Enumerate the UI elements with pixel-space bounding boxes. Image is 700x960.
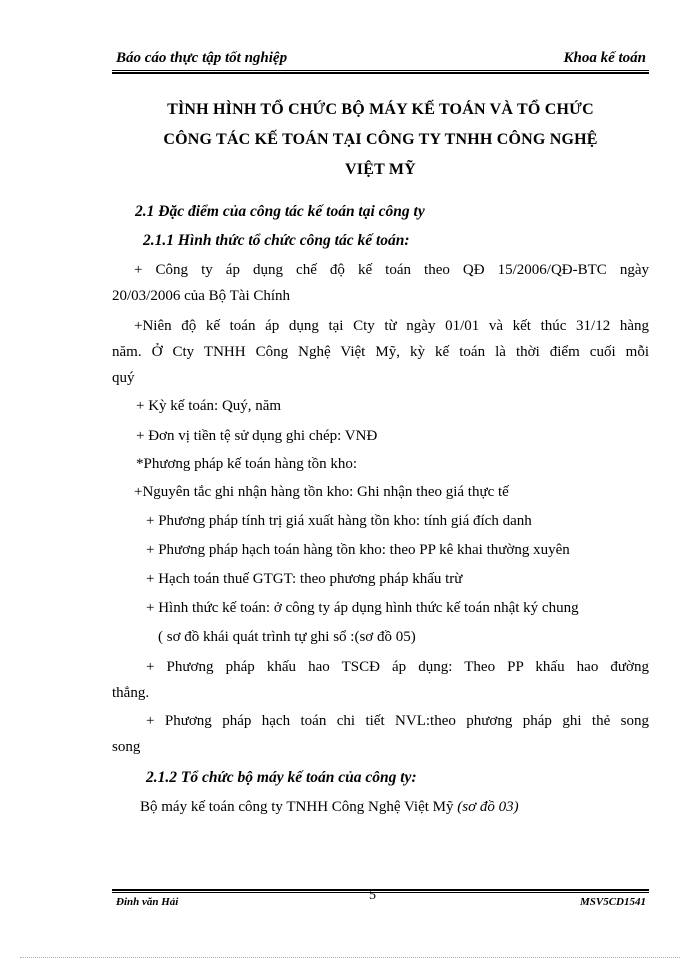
paragraph-2-line-3: quý	[112, 370, 135, 386]
paragraph-6: +Nguyên tắc ghi nhận hàng tồn kho: Ghi nhận theo giá thực tế	[134, 484, 509, 500]
header-rule	[112, 70, 649, 74]
paragraph-1-line-2: 20/03/2006 của Bộ Tài Chính	[112, 288, 291, 304]
footer-student-id: MSV5CD1541	[579, 896, 646, 908]
header-right: Khoa kế toán	[563, 50, 646, 66]
page-header	[116, 48, 646, 70]
paragraph-3: + Kỳ kế toán: Quý, năm	[136, 398, 282, 414]
paragraph-8: + Phương pháp hạch toán hàng tồn kho: theo PP kê khai thường xuyên	[146, 542, 570, 558]
paragraph-1-line-1: + Công ty áp dụng chế độ kế toán theo QĐ 15/2006/QĐ-BTC ngày	[134, 262, 649, 278]
section-heading-2-1-2: 2.1.2 Tổ chức bộ máy kế toán của công ty:	[146, 769, 417, 786]
paragraph-14	[140, 799, 519, 816]
title-line-3: VIỆT MỸ	[345, 161, 416, 178]
title-line-2: CÔNG TÁC KẾ TOÁN TẠI CÔNG TY TNHH CÔNG NGHỆ	[163, 131, 598, 148]
paragraph-5: *Phương pháp kế toán hàng tồn kho:	[136, 456, 358, 472]
paragraph-9: + Hạch toán thuế GTGT: theo phương pháp khấu trừ	[146, 571, 463, 587]
paragraph-12-line-2: thẳng.	[112, 685, 150, 701]
diagram-reference: (sơ đồ 03)	[457, 799, 519, 815]
paragraph-11: ( sơ đồ khái quát trình tự ghi sổ :(sơ đồ 05)	[158, 629, 416, 645]
section-heading-2-1-1: 2.1.1 Hình thức tổ chức công tác kế toán:	[143, 232, 410, 249]
footer-author: Đinh văn Hải	[116, 896, 179, 908]
section-heading-2-1: 2.1 Đặc điểm của công tác kế toán tại công ty	[135, 203, 425, 220]
title-line-1: TÌNH HÌNH TỔ CHỨC BỘ MÁY KẾ TOÁN VÀ TỔ CHỨC	[167, 101, 594, 118]
page-break-line	[20, 957, 680, 958]
paragraph-4: + Đơn vị tiền tệ sử dụng ghi chép: VNĐ	[136, 428, 378, 444]
paragraph-7: + Phương pháp tính trị giá xuất hàng tồn kho: tính giá đích danh	[146, 513, 532, 529]
page-number: 5	[369, 888, 376, 903]
paragraph-12-line-1: + Phương pháp khấu hao TSCĐ áp dụng: Theo PP khấu hao đường	[146, 659, 649, 675]
paragraph-14-text: Bộ máy kế toán công ty TNHH Công Nghệ Việt Mỹ	[140, 799, 454, 815]
footer-rule	[112, 889, 649, 893]
paragraph-10: + Hình thức kế toán: ở công ty áp dụng hình thức kế toán nhật ký chung	[146, 600, 579, 616]
paragraph-13-line-1: + Phương pháp hạch toán chi tiết NVL:theo phương pháp ghi thẻ song	[146, 713, 649, 729]
header-left: Báo cáo thực tập tốt nghiệp	[116, 50, 288, 66]
paragraph-2-line-2: năm. Ở Cty TNHH Công Nghệ Việt Mỹ, kỳ kế toán là thời điểm cuối mỗi	[112, 344, 649, 360]
page-title	[112, 95, 649, 185]
paragraph-2-line-1: +Niên độ kế toán áp dụng tại Cty từ ngày 01/01 và kết thúc 31/12 hàng	[134, 318, 649, 334]
paragraph-13-line-2: song	[112, 739, 141, 755]
